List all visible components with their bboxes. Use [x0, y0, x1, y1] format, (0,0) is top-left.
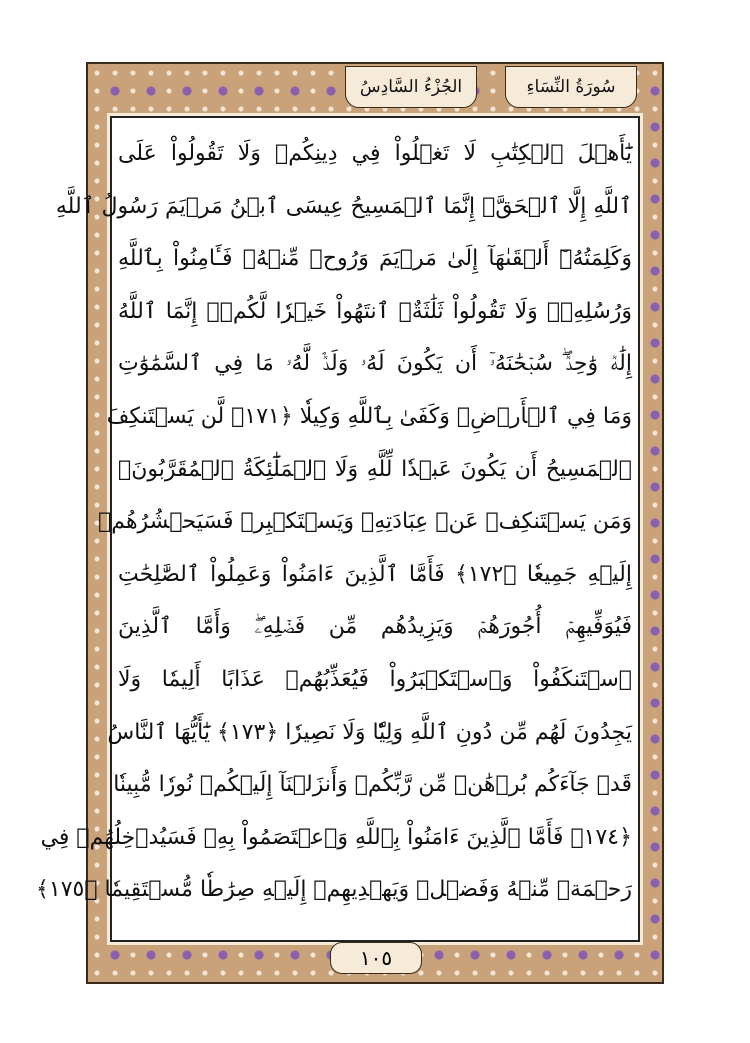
text-line: إِلَٰهٞ وَٰحِدٞۖ سُبۡحَٰنَهُۥٓ أَن يَكُونَ لَهُۥ وَلَدٞۘ لَّهُۥ مَا فِي ٱلسَّمَٰوَٰتِ [118, 351, 632, 377]
text-line: فَيُوَفِّيهِمۡ أُجُورَهُمۡ وَيَزِيدُهُم مِّن فَضۡلِهِۦۖ وَأَمَّا ٱلَّذِينَ [118, 614, 632, 640]
text-line: إِلَيۡهِ جَمِيعٗا ﴿١٧٢﴾ فَأَمَّا ٱلَّذِينَ ءَامَنُواْ وَعَمِلُواْ ٱلصَّٰلِحَٰتِ [118, 561, 632, 587]
text-line: يَٰٓأَهۡلَ ٱلۡكِتَٰبِ لَا تَغۡلُواْ فِي دِينِكُمۡ وَلَا تَقُولُواْ عَلَى [118, 141, 632, 166]
text-line: رَحۡمَةٖ مِّنۡهُ وَفَضۡلٖ وَيَهۡدِيهِمۡ إِلَيۡهِ صِرَٰطٗا مُّسۡتَقِيمٗا ﴿١٧٥﴾ [35, 877, 632, 903]
text-line: ٱلۡمَسِيحُ أَن يَكُونَ عَبۡدٗا لِّلَّهِ وَلَا ٱلۡمَلَٰٓئِكَةُ ٱلۡمُقَرَّبُونَۚ [118, 456, 632, 482]
juz-label: الجُزْءُ السَّادِسُ [345, 66, 477, 108]
text-line: وَرُسُلِهِۦۖ وَلَا تَقُولُواْ ثَلَٰثَةٌۚ ٱنتَهُواْ خَيۡرٗا لَّكُمۡۚ إِنَّمَا ٱللَّهُ [118, 298, 632, 324]
page-number: ١٠٥ [330, 942, 422, 974]
text-line: ٱللَّهِ إِلَّا ٱلۡحَقَّۚ إِنَّمَا ٱلۡمَسِيحُ عِيسَى ٱبۡنُ مَرۡيَمَ رَسُولُ ٱللَّهِ [55, 193, 632, 219]
quran-text [35, 128, 632, 917]
text-line: ﴿١٧٤﴾ فَأَمَّا ٱلَّذِينَ ءَامَنُواْ بِٱللَّهِ وَٱعۡتَصَمُواْ بِهِۦ فَسَيُدۡخِلُهُمۡ فِي [40, 824, 632, 850]
text-line: وَمَا فِي ٱلۡأَرۡضِۗ وَكَفَىٰ بِٱللَّهِ وَكِيلٗا ﴿١٧١﴾ لَّن يَسۡتَنكِفَ [106, 403, 632, 429]
text-line: وَكَلِمَتُهُۥٓ أَلۡقَىٰهَآ إِلَىٰ مَرۡيَمَ وَرُوحٞ مِّنۡهُۖ فَـَٔامِنُواْ بِٱللَّهِ [118, 246, 632, 272]
text-line: وَمَن يَسۡتَنكِفۡ عَنۡ عِبَادَتِهِۦ وَيَسۡتَكۡبِرۡ فَسَيَحۡشُرُهُمۡ [98, 509, 632, 535]
text-line: يَجِدُونَ لَهُم مِّن دُونِ ٱللَّهِ وَلِيّٗا وَلَا نَصِيرٗا ﴿١٧٣﴾ يَٰٓأَيُّهَا ٱلنَّاسُ [107, 719, 632, 745]
text-line: قَدۡ جَآءَكُم بُرۡهَٰنٞ مِّن رَّبِّكُمۡ وَأَنزَلۡنَآ إِلَيۡكُمۡ نُورٗا مُّبِينٗا [113, 772, 632, 798]
text-line: ٱسۡتَنكَفُواْ وَٱسۡتَكۡبَرُواْ فَيُعَذِّبُهُمۡ عَذَابًا أَلِيمٗا وَلَا [118, 666, 632, 692]
surah-label: سُورَةُ النِّسَاءِ [505, 66, 637, 108]
